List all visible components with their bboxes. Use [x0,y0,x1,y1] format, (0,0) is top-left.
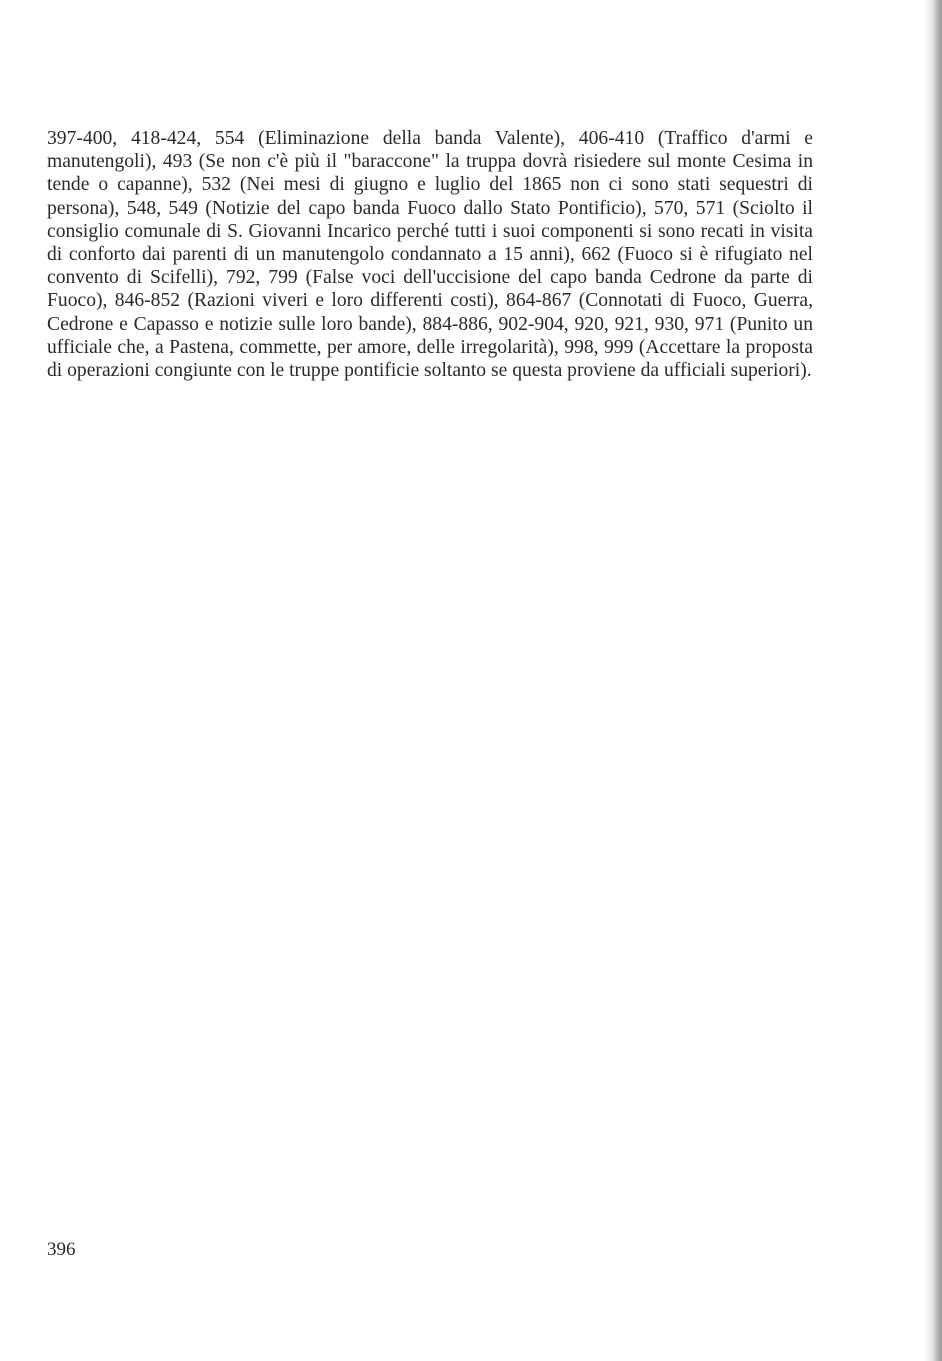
page-binding-edge [924,0,942,1361]
index-paragraph: 397-400, 418-424, 554 (Eliminazione della banda Valente), 406-410 (Traffico d'armi e manutengoli), 493 (Se non c'è più il "baraccone" la truppa dovrà risiedere sul monte Cesima in tende o capanne), 532 (Nei mesi di giugno e luglio del 1865 non ci sono stati sequestri di persona), 548, 549 (Notizie del capo banda Fuoco dallo Stato Pontificio), 570, 571 (Sciolto il consiglio comunale di S. Giovanni Incarico perché tutti i suoi componenti si sono recati in visita di conforto dai parenti di un manutengolo condannato a 15 anni), 662 (Fuoco si è rifugiato nel convento di Scifelli), 792, 799 (False voci dell'uccisione del capo banda Cedrone da parte di Fuoco), 846-852 (Razioni viveri e loro differenti costi), 864-867 (Connotati di Fuoco, Guerra, Cedrone e Capasso e notizie sulle loro bande), 884-886, 902-904, 920, 921, 930, 971 (Punito un ufficiale che, a Pastena, commette, per amore, delle irregolarità), 998, 999 (Accettare la proposta di operazioni congiunte con le truppe pontificie soltanto se questa proviene da ufficiali superiori). [47,128,813,382]
page-number: 396 [47,1239,76,1260]
